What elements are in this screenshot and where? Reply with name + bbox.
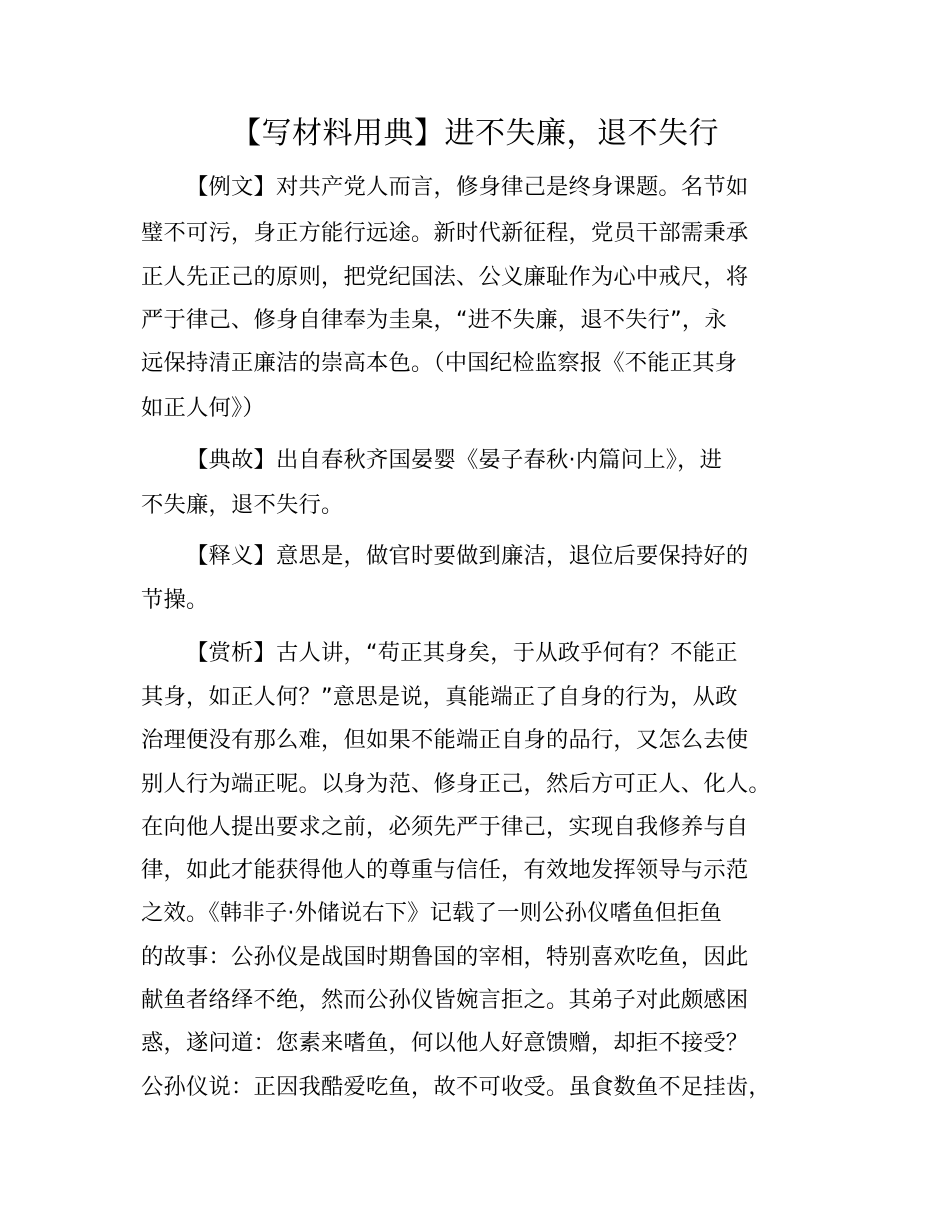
appreciation-line-7: 之效。《韩非子·外储说右下》记载了一则公孙仪嗜鱼但拒鱼	[141, 900, 723, 926]
example-line-6: 如正人何》）	[141, 395, 265, 421]
appreciation-line-11: 公孙仪说：正因我酷爱吃鱼，故不可收受。虽食数鱼不足挂齿，	[141, 1074, 771, 1100]
example-line-1: 【例文】对共产党人而言，修身律己是终身课题。名节如	[186, 174, 749, 200]
allusion-line-2: 不失廉，退不失行。	[141, 492, 344, 518]
document-title: 【写材料用典】进不失廉，退不失行	[231, 116, 719, 151]
appreciation-line-1: 【赏析】古人讲，“苟正其身矣，于从政乎何有？不能正	[186, 640, 738, 666]
example-line-3: 正人先正己的原则，把党纪国法、公义廉耻作为心中戒尺，将	[141, 264, 749, 290]
meaning-line-1: 【释义】意思是，做官时要做到廉洁，退位后要保持好的	[186, 543, 749, 569]
example-line-2: 璧不可污，身正方能行远途。新时代新征程，党员干部需秉承	[141, 220, 749, 246]
appreciation-line-6: 律，如此才能获得他人的尊重与信任，有效地发挥领导与示范	[141, 857, 749, 883]
appreciation-line-3: 治理便没有那么难，但如果不能端正自身的品行，又怎么去使	[141, 727, 749, 753]
appreciation-line-10: 惑，遂问道：您素来嗜鱼，何以他人好意馈赠，却拒不接受？	[141, 1030, 749, 1056]
allusion-line-1: 【典故】出自春秋齐国晏婴《晏子春秋·内篇问上》，进	[186, 447, 723, 473]
appreciation-line-5: 在向他人提出要求之前，必须先严于律己，实现自我修养与自	[141, 814, 749, 840]
appreciation-line-9: 献鱼者络绎不绝，然而公孙仪皆婉言拒之。其弟子对此颇感困	[141, 987, 749, 1013]
meaning-line-2: 节操。	[141, 587, 209, 613]
appreciation-line-8: 的故事：公孙仪是战国时期鲁国的宰相，特别喜欢吃鱼，因此	[141, 944, 749, 970]
example-line-5: 远保持清正廉洁的崇高本色。（中国纪检监察报《不能正其身	[141, 350, 738, 376]
appreciation-line-2: 其身，如正人何？”意思是说，真能端正了自身的行为，从政	[141, 684, 738, 710]
appreciation-line-4: 别人行为端正呢。以身为范、修身正己，然后方可正人、化人。	[141, 771, 771, 797]
example-line-4: 严于律己、修身自律奉为圭臬，“进不失廉，退不失行”，永	[141, 307, 727, 333]
